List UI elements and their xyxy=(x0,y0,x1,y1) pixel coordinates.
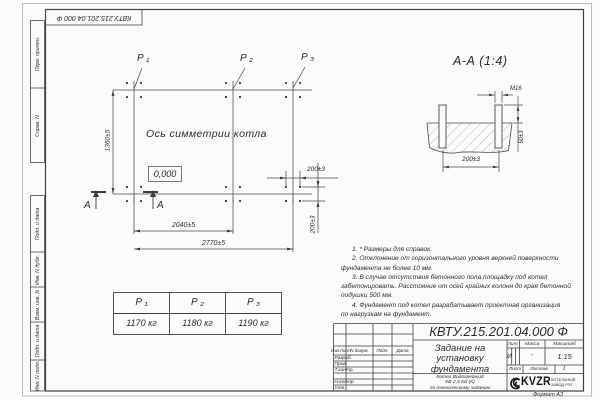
load-table-value-p3: 1190 кг xyxy=(238,318,269,328)
mass-header: Масса xyxy=(525,342,540,347)
row-label-tkontr: Т.контр. xyxy=(334,367,354,373)
lit-header: Лит. xyxy=(507,342,519,347)
plan-view xyxy=(113,67,338,252)
dim-2040: 2040±5 xyxy=(171,222,196,229)
load-table-value-p2: 1180 кг xyxy=(182,318,213,328)
doc-title-line1: Задание на xyxy=(434,342,486,354)
technical-notes xyxy=(341,245,593,319)
note-line: 3. В случае отсутствия бетонного пола площадку под котел xyxy=(352,273,548,281)
anchor-bolt-left xyxy=(439,105,446,148)
product-line2: КВ-2,5 КБ (К) xyxy=(445,380,475,385)
dim-bolt-vertical: 200±3 xyxy=(309,215,317,234)
scale-value: 1:15 xyxy=(557,352,572,361)
col-header-podp: Подп. xyxy=(376,348,389,353)
load-table-header-p2: P ₂ xyxy=(191,297,204,308)
note-line: 4. Фундамент под котел разрабатывает проектная организация xyxy=(352,301,561,309)
col-header-n-dokum: N докум. xyxy=(350,348,369,353)
note-line: по нагрузкам на фундамент. xyxy=(341,311,432,319)
top-stamp: КВТУ.215.201.04.000 Ф xyxy=(56,14,132,21)
doc-title-line3: фундамента xyxy=(430,363,490,375)
side-label-podp-data-1: Подп. и дата xyxy=(34,207,41,240)
cut-letter-a-left: А xyxy=(84,200,91,211)
col-header-izm-list: Изм.Лист xyxy=(331,348,351,353)
plan-load-label-p3: P ₃ xyxy=(301,52,315,63)
section-title: А-А (1:4) xyxy=(453,54,508,68)
row-label-prov: Пров. xyxy=(334,361,348,367)
kvzr-logo-text: KVZR xyxy=(521,376,551,388)
dimension-arrows xyxy=(112,90,320,250)
note-line: 1. * Размеры для справок. xyxy=(352,246,433,253)
dim-1360: 1360±5 xyxy=(104,129,112,152)
lit-value: И xyxy=(507,352,512,360)
dim-200-section: 200±3 xyxy=(461,156,481,163)
note-line: фундамента не более 10 мм. xyxy=(341,264,433,272)
mass-value: - xyxy=(531,352,534,359)
note-line: подушки 500 мм. xyxy=(341,292,393,300)
dim-2770: 2770±5 xyxy=(201,240,226,247)
doc-title-line2: установку xyxy=(436,353,484,364)
dim-bolt-horizontal: 200±3 xyxy=(307,166,326,173)
load-table-header-p3: P ₃ xyxy=(246,297,261,308)
note-line: 2. Отклонение от горизонтального уровня верхней поверхности xyxy=(352,255,559,263)
cut-letter-a-right: А xyxy=(157,200,164,211)
scale-header: Масштаб xyxy=(553,342,576,347)
plan-load-label-p2: P ₂ xyxy=(240,53,253,64)
kvzr-logo-subline2: ЗАВОД РЭТ xyxy=(551,381,573,387)
row-label-utv: Утв. xyxy=(334,385,346,391)
plan-load-label-p1: P ₁ xyxy=(137,53,150,64)
side-label-podp-data-2: Подп. и дата xyxy=(34,324,41,358)
anchor-bolt-right xyxy=(495,105,502,148)
side-label-inv-podl: Инв. N подл. xyxy=(34,360,41,391)
thread-label-m16: М16 xyxy=(510,86,522,92)
load-table-value-p1: 1170 кг xyxy=(126,318,157,328)
side-label-sprav-n: Справ. N xyxy=(34,114,41,137)
side-label-vzam-inv: Взам. инв. N xyxy=(34,289,41,320)
kvzr-logo-subline1: КОТЕЛЬНЫЙ xyxy=(551,377,576,382)
kvzr-logo-subtext xyxy=(551,378,575,388)
boiler-symmetry-axis-label: Ось симметрии котла xyxy=(146,128,267,140)
side-label-inv-dubl: Инв. N дубл. xyxy=(34,254,41,285)
kvzr-logo-icon xyxy=(508,376,521,390)
product-line3: по техническому заданию xyxy=(429,385,491,391)
sheets-label: Листов xyxy=(530,366,548,372)
sheets-value: 1 xyxy=(562,366,566,372)
side-label-perv-primen: Перв. примен. xyxy=(34,36,41,72)
row-label-razrab: Разраб. xyxy=(334,355,352,361)
col-header-data: Дата xyxy=(396,348,409,353)
row-label-nkontr: Н.контр. xyxy=(334,379,355,385)
dim-50: 50±3 xyxy=(519,130,525,144)
product-line1: Котел Водогрейный xyxy=(436,374,484,380)
level-mark: 0,000 xyxy=(153,168,177,179)
format-note: Формат А3 xyxy=(532,391,564,398)
sheet-label: Лист xyxy=(508,366,522,372)
doc-number: КВТУ.215.201.04.000 Ф xyxy=(429,324,568,339)
note-line: забетонировать. Расстояние от осей крайних колонн до края бетонной xyxy=(341,283,571,291)
load-table-header-p1: P ₁ xyxy=(135,297,148,308)
anchor-bolt-points xyxy=(126,82,301,202)
section-cut-marks xyxy=(91,190,158,209)
